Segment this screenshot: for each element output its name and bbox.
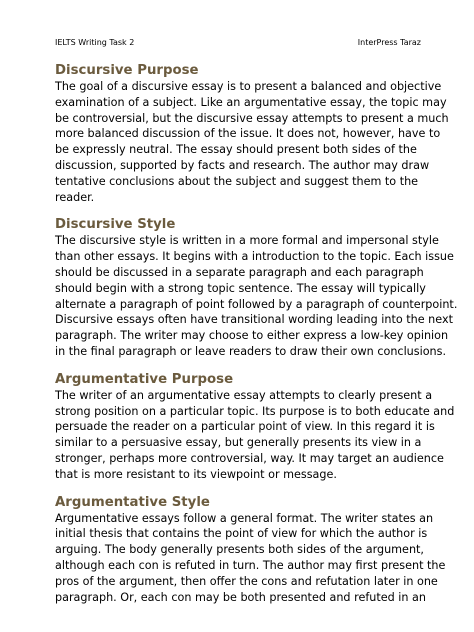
paragraph-line: similar to a persuasive essay, but generally presents its view in a — [55, 436, 422, 450]
section-argumentative-style — [55, 494, 446, 606]
section-heading: Discursive Purpose — [55, 63, 199, 78]
section-argumentative-purpose — [55, 371, 455, 483]
section-discursive-purpose — [55, 63, 449, 205]
paragraph-line: persuade the reader on a particular point of view. In this regard it is — [55, 420, 435, 434]
paragraph-line: examination of a subject. Like an argumentative essay, the topic may — [55, 95, 447, 109]
paragraph-line: The discursive style is written in a more formal and impersonal style — [55, 234, 439, 248]
paragraph-line: Discursive essays often have transitional wording leading into the next — [55, 313, 453, 327]
section-heading: Argumentative Purpose — [55, 371, 234, 387]
paragraph-line: discussion, supported by facts and research. The author may draw — [55, 158, 430, 172]
header-right-text: InterPress Taraz — [357, 38, 421, 47]
document-body — [55, 63, 458, 605]
paragraph-line: pros of the argument, then offer the cons and refutation later in one — [55, 574, 438, 588]
paragraph-line: alternate a paragraph of point followed by a paragraph of counterpoint. — [55, 297, 458, 311]
paragraph-line: although each con is refuted in turn. The author may first present the — [55, 558, 446, 572]
paragraph-line: be expressly neutral. The essay should present both sides of the — [55, 143, 417, 157]
paragraph-line: The writer of an argumentative essay attempts to clearly present a — [55, 388, 433, 402]
paragraph-line: reader. — [55, 190, 95, 204]
section-discursive-style — [55, 217, 458, 359]
paragraph-line: initial thesis that contains the point of view for which the author is — [55, 527, 428, 541]
paragraph-line: should be discussed in a separate paragraph and each paragraph — [55, 265, 424, 279]
paragraph-line: be controversial, but the discursive essay attempts to present a much — [55, 111, 449, 125]
paragraph-line: Argumentative essays follow a general format. The writer states an — [55, 511, 434, 525]
section-heading: Argumentative Style — [55, 494, 210, 510]
paragraph-line: than other essays. It begins with a introduction to the topic. Each issue — [55, 250, 454, 264]
paragraph-line: The goal of a discursive essay is to present a balanced and objective — [55, 80, 442, 93]
paragraph-line: should begin with a strong topic sentence. The essay will typically — [55, 281, 426, 295]
paragraph-line: in the final paragraph or leave readers to draw their own conclusions. — [55, 344, 447, 358]
paragraph-line: strong position on a particular topic. Its purpose is to both educate and — [55, 404, 455, 418]
header-left-text: IELTS Writing Task 2 — [55, 38, 135, 47]
page-header — [55, 38, 421, 48]
paragraph-line: stronger, perhaps more controversial, way. It may target an audience — [55, 451, 444, 465]
paragraph-line: tentative conclusions about the subject and suggest them to the — [55, 174, 419, 188]
paragraph-line: arguing. The body generally presents both sides of the argument, — [55, 543, 424, 557]
section-heading: Discursive Style — [55, 217, 176, 233]
paragraph-line: more balanced discussion of the issue. It does not, however, have to — [55, 127, 441, 141]
paragraph-line: that is more resistant to its viewpoint or message. — [55, 467, 337, 481]
paragraph-line: paragraph. Or, each con may be both presented and refuted in an — [55, 590, 426, 604]
paragraph-line: paragraph. The writer may choose to either express a low-key opinion — [55, 329, 449, 343]
